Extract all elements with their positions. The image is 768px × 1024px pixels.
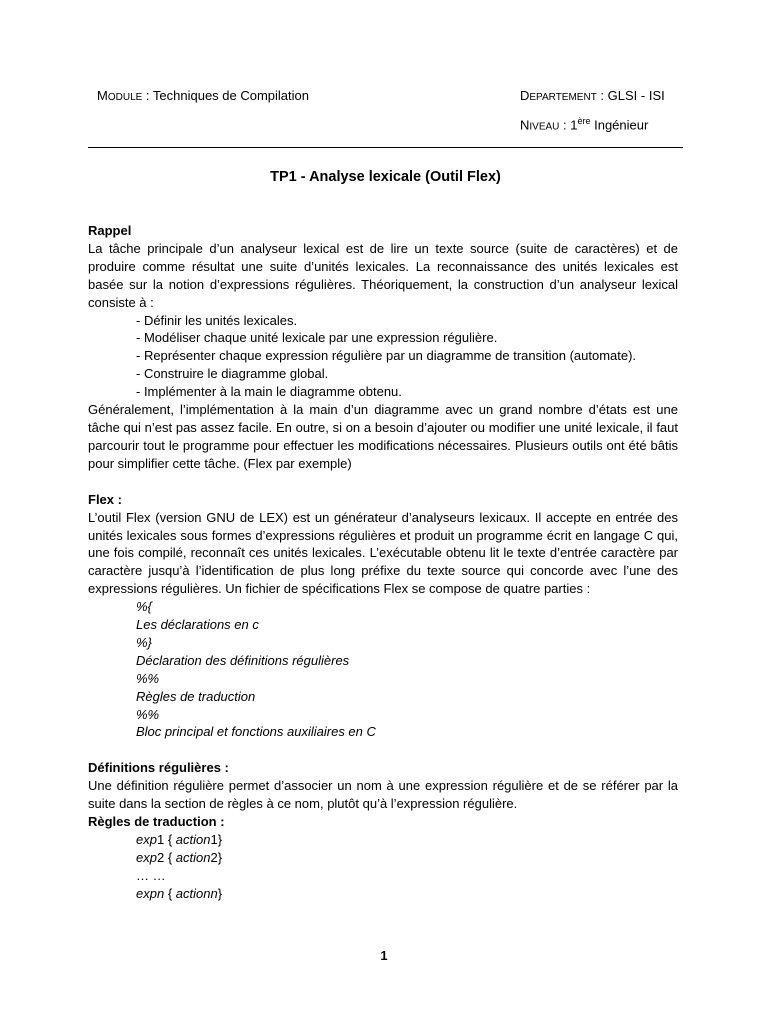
module-label: ODULE [107, 92, 143, 103]
flex-structure-line: %% [136, 706, 160, 722]
rule-expression: exp [136, 832, 157, 847]
rule-open-brace: { [164, 832, 176, 847]
rule-expression-index: 1 [156, 832, 165, 847]
flex-structure-line: Les déclarations en c [136, 617, 259, 633]
rule-expression-index: 2 [156, 849, 165, 865]
flex-structure-line: Déclaration des définitions régulières [136, 652, 350, 668]
level-label: IVEAU [529, 121, 560, 133]
rule-action-index: 2 [210, 849, 218, 865]
rule-close-brace: } [217, 885, 223, 901]
rules-heading: Règles de traduction : [88, 814, 225, 830]
rappel-step: - Construire le diagramme global. [136, 366, 329, 382]
rule-ellipsis: … … [136, 867, 166, 883]
rule-action-index: 1 [210, 832, 218, 847]
rule-line [88, 867, 678, 885]
rule-close-brace: } [217, 832, 223, 847]
flex-structure-line: %% [136, 670, 160, 686]
document-body [88, 222, 678, 903]
section-spacer [88, 741, 678, 759]
section-spacer [88, 473, 678, 491]
rappel-step: - Modéliser chaque unité lexicale par une expression régulière. [136, 330, 498, 346]
rule-open-brace: { [164, 849, 176, 865]
page-number: 1 [380, 948, 388, 963]
rule-action: actionn [175, 885, 218, 901]
module-header [97, 88, 309, 106]
department-separator: : [596, 88, 608, 103]
level-separator: : [559, 117, 571, 133]
flex-intro: L’outil Flex (version GNU de LEX) est un générateur d’analyseurs lexicaux. Il accepte en entrée des unités lexicales sous formes d’expressions régulières et produit un programme écrit en langage C qui, une fois compilé, reconnaît ces unités lexicales. L’exécutable obtenu lit le texte d’entrée caractère par caractère jusqu’à l’identification de plus long préfixe du texte source qui concorde avec l’une des expressions régulières. Un fichier de spécifications Flex se compose de quatre parties : [88, 509, 678, 597]
rule-line [88, 831, 678, 849]
rappel-step: - Définir les unités lexicales. [136, 312, 298, 328]
level-label-initial: N [520, 117, 530, 133]
module-value: Techniques de Compilation [152, 88, 310, 103]
level-superscript: ère [577, 116, 591, 126]
rule-line [88, 885, 678, 903]
flex-structure-line: Règles de traduction [136, 688, 256, 704]
department-header [520, 88, 665, 106]
flex-structure-line: %} [136, 634, 152, 650]
rule-expression: expn [136, 885, 165, 901]
flex-heading: Flex : [88, 491, 122, 507]
rappel-conclusion: Généralement, l’implémentation à la main d’un diagramme avec un grand nombre d’états est une tâche qui n’est pas assez facile. En outre, si on a besoin d’ajouter ou modifier une unité lexicale, il faut parcourir tout le programme pour effectuer les modifications nécessaires. Plusieurs outils ont été bâtis pour simplifier cette tâche. (Flex par exemple) [88, 402, 678, 471]
module-separator: : [142, 88, 153, 103]
department-label-initial: D [520, 88, 530, 103]
rappel-step: - Implémenter à la main le diagramme obtenu. [136, 384, 402, 400]
rule-close-brace: } [217, 849, 223, 865]
definitions-text: Une définition régulière permet d’associer un nom à une expression régulière et de se référer par la suite dans la section de règles à ce nom, plutôt qu’à l’expression régulière. [88, 778, 678, 812]
rule-action: action [175, 832, 211, 847]
rule-line [88, 849, 678, 867]
rule-expression: exp [136, 849, 157, 865]
rule-open-brace: { [164, 885, 176, 901]
definitions-heading: Définitions régulières : [88, 760, 229, 776]
level-value: Ingénieur [590, 117, 649, 133]
module-label-initial: M [97, 88, 108, 103]
flex-structure-line: Bloc principal et fonctions auxiliaires en C [136, 724, 376, 740]
department-value: GLSI - ISI [607, 88, 665, 103]
flex-structure-line: %{ [136, 599, 152, 615]
rappel-heading: Rappel [88, 223, 132, 238]
rappel-intro: La tâche principale d’un analyseur lexical est de lire un texte source (suite de caractères) et de produire comme résultat une suite d’unités lexicales. La reconnaissance des unités lexicales est basée sur la notion d’expressions régulières. Théoriquement, la construction d’un analyseur lexical consiste à : [88, 240, 678, 310]
department-label: EPARTEMENT [529, 92, 597, 103]
document-title: TP1 - Analyse lexicale (Outil Flex) [270, 169, 501, 185]
rappel-step: - Représenter chaque expression régulière par un diagramme de transition (automate). [136, 348, 637, 364]
header-divider [88, 147, 683, 148]
level-header [520, 113, 648, 135]
rule-action: action [175, 849, 211, 865]
level-number: 1 [570, 117, 578, 133]
